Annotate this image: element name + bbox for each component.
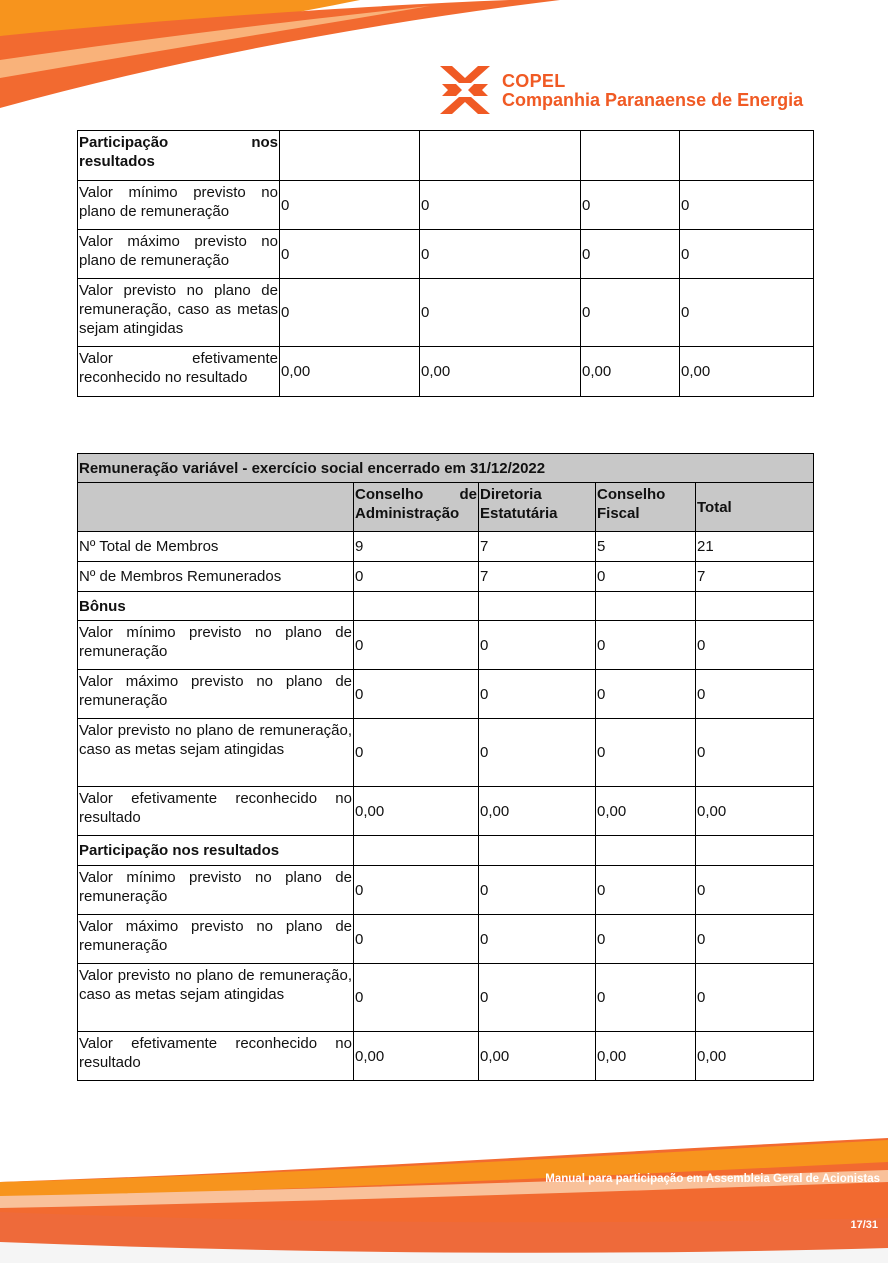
footer-text: Manual para participação em Assembleia Geral de Acionistas [545, 1173, 880, 1185]
column-header: Total [696, 483, 814, 532]
variable-compensation-table [77, 453, 814, 1081]
table-row: Valor mínimo previsto no plano de remuneração 0 0 0 0 [78, 866, 814, 915]
table-row: Nº de Membros Remunerados 0 7 0 7 [78, 562, 814, 592]
table-row: Valor mínimo previsto no plano de remuneração 0 0 0 0 [78, 181, 814, 230]
table-row: Valor efetivamente reconhecido no resultado 0,00 0,00 0,00 0,00 [78, 787, 814, 836]
column-header: Conselho Fiscal [596, 483, 696, 532]
table-row: Valor previsto no plano de remuneração, caso as metas sejam atingidas 0 0 0 0 [78, 964, 814, 1032]
logo-subtitle: Companhia Paranaense de Energia [502, 90, 804, 110]
table-row: Valor máximo previsto no plano de remuneração 0 0 0 0 [78, 230, 814, 279]
table-header-row [78, 483, 814, 532]
table-row: Valor efetivamente reconhecido no resultado 0,00 0,00 0,00 0,00 [78, 347, 814, 397]
logo-name: COPEL [502, 71, 566, 91]
copel-logo [440, 66, 810, 118]
table-row: Valor previsto no plano de remuneração, caso as metas sejam atingidas 0 0 0 0 [78, 279, 814, 347]
table1-title: Participação nos resultados [78, 131, 280, 181]
footer-swoosh [0, 1130, 888, 1263]
bonus-title: Bônus [78, 592, 354, 621]
table-row: Valor máximo previsto no plano de remuneração 0 0 0 0 [78, 915, 814, 964]
table-row: Valor efetivamente reconhecido no resultado 0,00 0,00 0,00 0,00 [78, 1032, 814, 1081]
table-row: Valor máximo previsto no plano de remuneração 0 0 0 0 [78, 670, 814, 719]
column-header: Diretoria Estatutária [479, 483, 596, 532]
copel-logo-icon [440, 66, 490, 114]
table2-title: Remuneração variável - exercício social encerrado em 31/12/2022 [78, 454, 814, 483]
table-row: Valor mínimo previsto no plano de remuneração 0 0 0 0 [78, 621, 814, 670]
participation-table-continued [77, 130, 814, 397]
table-row: Nº Total de Membros 9 7 5 21 [78, 532, 814, 562]
column-header: Conselho de Administração [354, 483, 479, 532]
section-row [78, 836, 814, 866]
section-row [78, 592, 814, 621]
table-row: Valor previsto no plano de remuneração, caso as metas sejam atingidas 0 0 0 0 [78, 719, 814, 787]
page-number: 17/31 [850, 1219, 878, 1231]
participation-title: Participação nos resultados [78, 836, 354, 866]
